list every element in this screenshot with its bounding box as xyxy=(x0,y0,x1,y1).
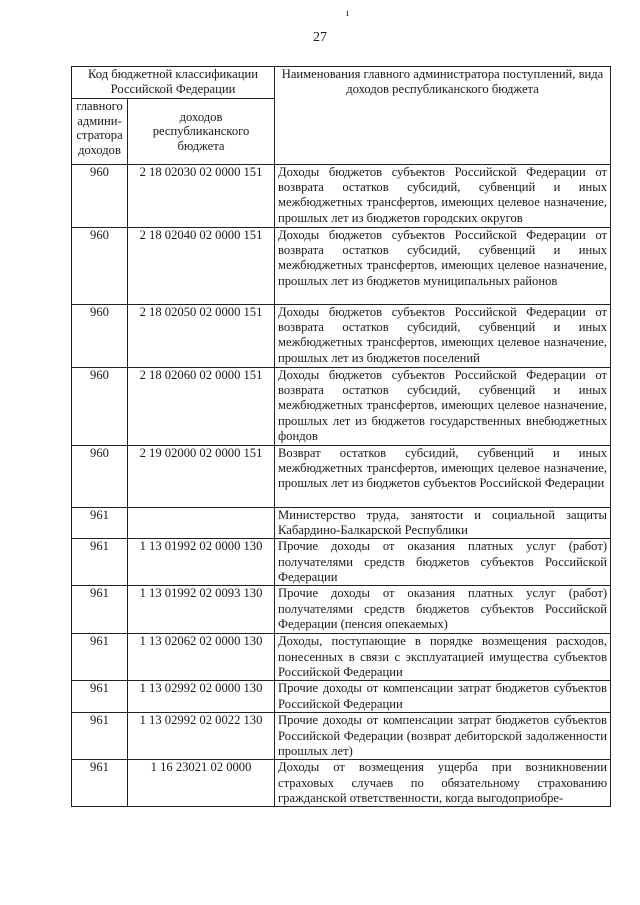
name-cell: Прочие доходы от компенсации затрат бюджетов субъектов Российской Федерации (возврат дебиторской задолженности прошлых лет) xyxy=(275,713,611,760)
table-row xyxy=(72,760,611,807)
income-code-cell: 1 13 01992 02 0093 130 xyxy=(128,586,275,634)
income-code-cell: 2 18 02040 02 0000 151 xyxy=(128,228,275,305)
admin-code-cell: 960 xyxy=(72,446,128,508)
name-cell: Доходы бюджетов субъектов Российской Федерации от возврата остатков субсидий, субвенций и иных межбюджетных трансфертов, имеющих целевое назначение, прошлых лет из бюджетов государственных внебюджетных фондов xyxy=(275,368,611,446)
page-number: 27 xyxy=(313,30,327,45)
table-row xyxy=(72,681,611,713)
name-cell: Доходы бюджетов субъектов Российской Федерации от возврата остатков субсидий, субвенций и иных межбюджетных трансфертов, имеющих целевое назначение, прошлых лет из бюджетов муниципальных районов xyxy=(275,228,611,305)
name-cell: Прочие доходы от компенсации затрат бюджетов субъектов Российской Федерации xyxy=(275,681,611,713)
table-row xyxy=(72,508,611,539)
income-code-cell: 2 19 02000 02 0000 151 xyxy=(128,446,275,508)
admin-code-cell: 960 xyxy=(72,228,128,305)
header-name: Наименования главного администратора поступлений, вида доходов республиканского бюджета xyxy=(275,67,611,165)
income-code-cell: 1 13 02992 02 0022 130 xyxy=(128,713,275,760)
table-row xyxy=(72,586,611,634)
name-cell: Доходы, поступающие в порядке возмещения расходов, понесенных в связи с эксплуатацией имущества субъектов Российской Федерации xyxy=(275,634,611,681)
name-cell: Доходы бюджетов субъектов Российской Федерации от возврата остатков субсидий, субвенций и иных межбюджетных трансфертов, имеющих целевое назначение, прошлых лет из бюджетов городских округов xyxy=(275,165,611,228)
admin-code-cell: 961 xyxy=(72,508,128,539)
header-admin-code: главного админи-стратора доходов xyxy=(72,99,128,165)
name-cell: Прочие доходы от оказания платных услуг (работ) получателями средств бюджетов субъектов Российской Федерации (пенсия опекаемых) xyxy=(275,586,611,634)
table-row xyxy=(72,165,611,228)
name-cell: Доходы бюджетов субъектов Российской Федерации от возврата остатков субсидий, субвенций и иных межбюджетных трансфертов, имеющих целевое назначение, прошлых лет из бюджетов поселений xyxy=(275,305,611,368)
income-code-cell: 1 13 01992 02 0000 130 xyxy=(128,539,275,586)
name-cell: Прочие доходы от оказания платных услуг (работ) получателями средств бюджетов субъектов Российской Федерации xyxy=(275,539,611,586)
income-code-cell: 1 16 23021 02 0000 xyxy=(128,760,275,807)
table-row xyxy=(72,368,611,446)
name-cell: Министерство труда, занятости и социальной защиты Кабардино-Балкарской Республики xyxy=(275,508,611,539)
admin-code-cell: 961 xyxy=(72,760,128,807)
income-code-cell: 1 13 02062 02 0000 130 xyxy=(128,634,275,681)
table-row xyxy=(72,713,611,760)
income-code-cell: 1 13 02992 02 0000 130 xyxy=(128,681,275,713)
admin-code-cell: 961 xyxy=(72,634,128,681)
admin-code-cell: 961 xyxy=(72,713,128,760)
budget-classification-table xyxy=(71,66,611,807)
table-body xyxy=(72,165,611,807)
table-row xyxy=(72,446,611,508)
income-code-cell: 2 18 02060 02 0000 151 xyxy=(128,368,275,446)
table-row xyxy=(72,539,611,586)
admin-code-cell: 961 xyxy=(72,586,128,634)
admin-code-cell: 960 xyxy=(72,368,128,446)
admin-code-cell: 960 xyxy=(72,165,128,228)
income-code-cell: 2 18 02050 02 0000 151 xyxy=(128,305,275,368)
name-cell: Доходы от возмещения ущерба при возникновении страховых случаев по обязательному страхованию гражданской ответственности, когда выгодоприобре- xyxy=(275,760,611,807)
header-classification-code: Код бюджетной классификации Российской Федерации xyxy=(72,67,275,99)
table-row xyxy=(72,305,611,368)
header-income-code: доходов республиканского бюджета xyxy=(128,99,275,165)
admin-code-cell: 961 xyxy=(72,681,128,713)
table-row xyxy=(72,228,611,305)
income-code-cell xyxy=(128,508,275,539)
top-mark: ı xyxy=(346,8,349,19)
income-code-cell: 2 18 02030 02 0000 151 xyxy=(128,165,275,228)
name-cell: Возврат остатков субсидий, субвенций и иных межбюджетных трансфертов, имеющих целевое назначение, прошлых лет из бюджетов субъектов Российской Федерации xyxy=(275,446,611,508)
admin-code-cell: 960 xyxy=(72,305,128,368)
table-row xyxy=(72,634,611,681)
admin-code-cell: 961 xyxy=(72,539,128,586)
